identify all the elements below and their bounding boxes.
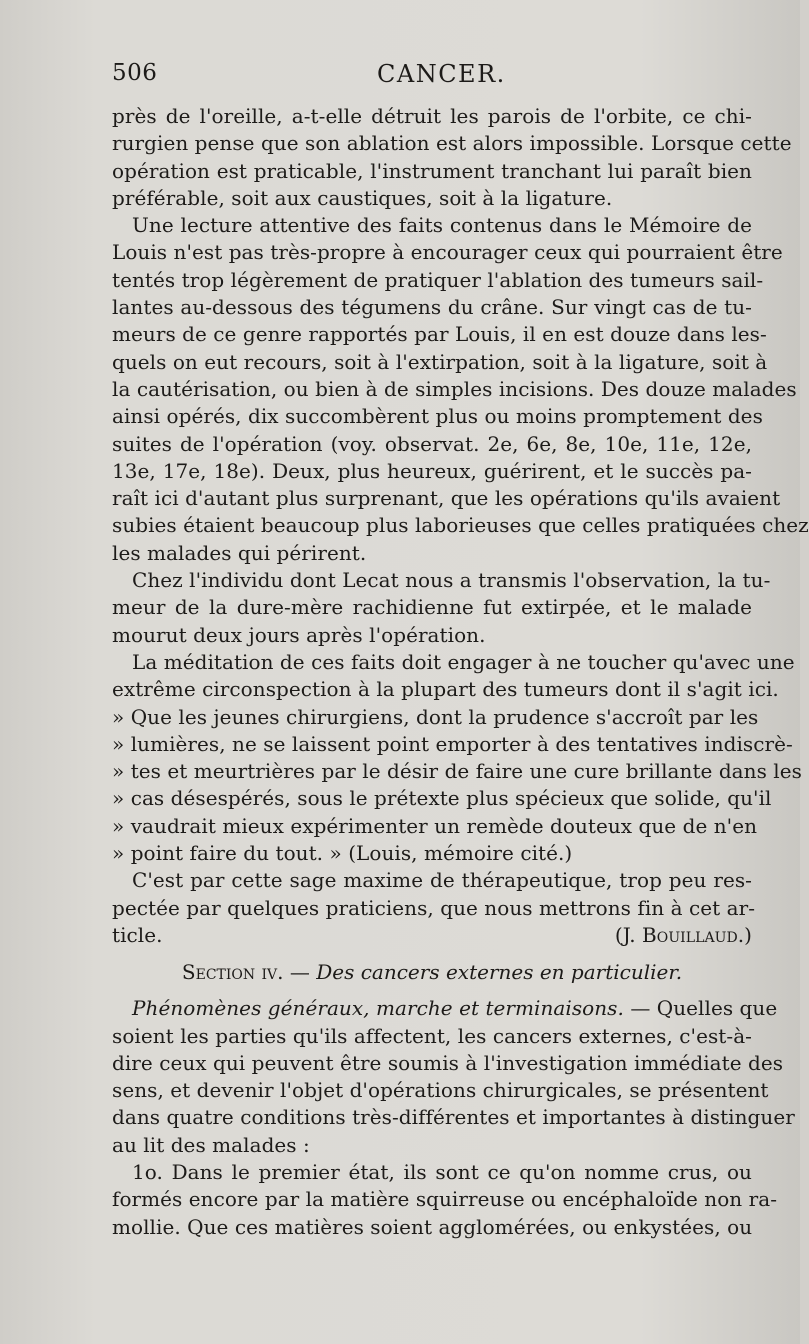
text-line: préférable, soit aux caustiques, soit à la ligature. [112, 185, 613, 210]
running-head: CANCER. [377, 60, 506, 88]
text-line: ainsi opérés, dix succombèrent plus ou moins promptement des [112, 404, 763, 429]
text-line-with-signature [112, 922, 752, 949]
text-line: tentés trop légèrement de pratiquer l'ablation des tumeurs sail- [112, 267, 764, 292]
text-line: lantes au-dessous des tégumens du crâne. Sur vingt cas de tu- [112, 295, 752, 320]
page-number: 506 [112, 60, 158, 86]
quote-line: » point faire du tout. » (Louis, mémoire cité.) [112, 840, 752, 867]
text-line: sens, et devenir l'objet d'opérations chirurgicales, se présentent [112, 1078, 769, 1103]
section-title: Des cancers externes en particulier. [316, 960, 683, 985]
text-line: extrême circonspection à la plupart des tumeurs dont il s'agit ici. [112, 677, 779, 702]
text-line: dire ceux qui peuvent être soumis à l'investigation immédiate des [112, 1050, 784, 1075]
page-header [112, 60, 752, 94]
text-line: près de l'oreille, a-t-elle détruit les parois de l'orbite, ce chi- [112, 104, 752, 128]
text-body [112, 103, 809, 1241]
text-line: pectée par quelques praticiens, que nous mettrons fin à cet ar- [112, 895, 756, 920]
quote-line: » vaudrait mieux expérimenter un remède douteux que de n'en [112, 813, 752, 840]
text-line: subies étaient beaucoup plus laborieuses que celles pratiquées chez [112, 513, 809, 538]
text-line: au lit des malades : [112, 1132, 310, 1157]
text-line: meur de la dure-mère rachidienne fut extirpée, et le malade [112, 595, 752, 620]
text-line: les malades qui périrent. [112, 540, 367, 565]
text-line: Louis n'est pas très-propre à encourager ceux qui pourraient être [112, 240, 783, 265]
text-fragment: — Quelles que [623, 996, 778, 1021]
section-label: Section iv. — [181, 960, 310, 985]
text-line: dans quatre conditions très-différentes et importantes à distinguer [112, 1105, 795, 1130]
quote-line: » lumières, ne se laissent point emporter à des tentatives indiscrè- [112, 731, 752, 758]
text-line: Une lecture attentive des faits contenus dans le Mémoire de [132, 213, 752, 238]
text-line [112, 995, 778, 1022]
text-line: mollie. Que ces matières soient agglomérées, ou enkystées, ou [112, 1214, 753, 1239]
text-line: 13e, 17e, 18e). Deux, plus heureux, guérirent, et le succès pa- [112, 458, 752, 483]
run-in-heading: Phénomènes généraux, marche et terminaisons. [132, 996, 624, 1021]
quote-line: » tes et meurtrières par le désir de faire une cure brillante dans les [112, 758, 752, 785]
text-line: formés encore par la matière squirreuse ou encéphaloïde non ra- [112, 1187, 778, 1212]
text-line: opération est praticable, l'instrument tranchant lui paraît bien [112, 158, 752, 183]
text-line: mourut deux jours après l'opération. [112, 622, 486, 647]
quote-line: » Que les jeunes chirurgiens, dont la prudence s'accroît par les [112, 704, 752, 731]
text-line: suites de l'opération (voy. observat. 2e, 6e, 8e, 10e, 11e, 12e, [112, 431, 752, 456]
quote-line: » cas désespérés, sous le prétexte plus spécieux que solide, qu'il [112, 785, 752, 812]
text-line: meurs de ce genre rapportés par Louis, il en est douze dans les- [112, 322, 767, 347]
text-line: ticle. [112, 922, 163, 947]
text-line: C'est par cette sage maxime de thérapeutique, trop peu res- [132, 868, 752, 893]
text-line: Chez l'individu dont Lecat nous a transmis l'observation, la tu- [132, 568, 771, 593]
section-heading [112, 949, 752, 995]
text-line: 1o. Dans le premier état, ils sont ce qu'on nomme crus, ou [132, 1159, 752, 1184]
text-line: quels on eut recours, soit à l'extirpation, soit à la ligature, soit à [112, 349, 768, 374]
text-line: la cautérisation, ou bien à de simples incisions. Des douze malades [112, 376, 797, 401]
text-line: raît ici d'autant plus surprenant, que les opérations qu'ils avaient [112, 486, 781, 511]
text-line: soient les parties qu'ils affectent, les cancers externes, c'est-à- [112, 1023, 752, 1048]
text-line: rurgien pense que son ablation est alors impossible. Lorsque cette [112, 131, 792, 156]
text-line: La méditation de ces faits doit engager à ne toucher qu'avec une [132, 649, 795, 674]
author-signature: (J. Bouillaud.) [614, 922, 752, 947]
